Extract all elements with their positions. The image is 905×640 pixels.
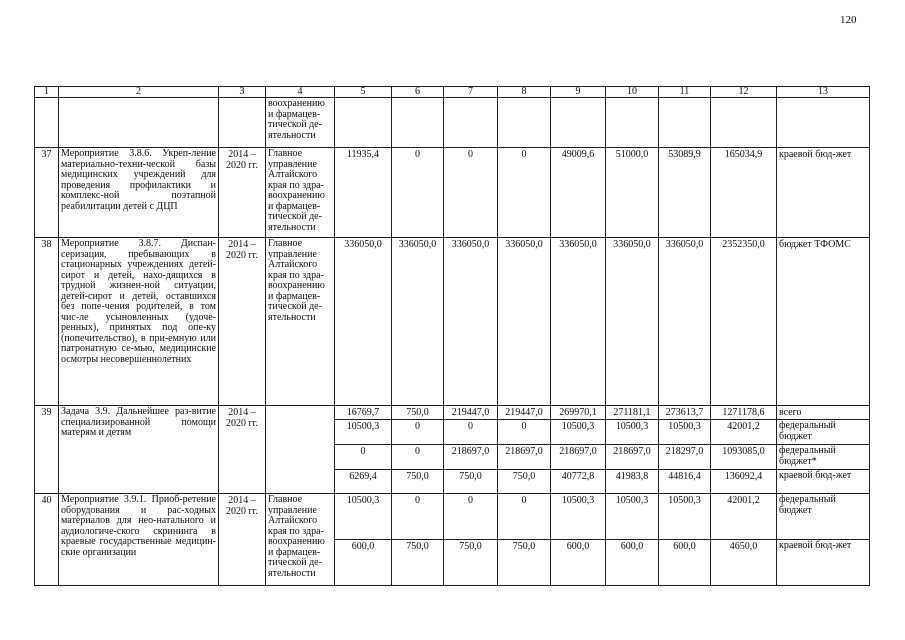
table-row-continuation [35, 98, 870, 148]
value-cell: 44816,4 [659, 470, 711, 494]
funding-source: краевой бюд-жет [777, 148, 870, 238]
measure-name: Задача 3.9. Дальнейшее раз-витие специализированной помощи матерям и детям [59, 406, 219, 494]
row-number: 40 [35, 494, 59, 586]
value-cell: 10500,3 [659, 494, 711, 540]
col-header: 2 [59, 87, 219, 98]
value-cell: 0 [498, 420, 551, 445]
value-cell: 0 [335, 445, 392, 470]
value-cell: 165034,9 [711, 148, 777, 238]
value-cell: 10500,3 [335, 420, 392, 445]
period-cell: 2014 – 2020 гг. [219, 406, 266, 494]
value-cell: 1093085,0 [711, 445, 777, 470]
value-cell: 750,0 [498, 470, 551, 494]
value-cell: 218697,0 [606, 445, 659, 470]
value-cell: 336050,0 [659, 238, 711, 406]
value-cell: 336050,0 [444, 238, 498, 406]
value-cell: 10500,3 [606, 494, 659, 540]
value-cell: 600,0 [606, 540, 659, 586]
value-cell: 336050,0 [606, 238, 659, 406]
executor-cell: воохранению и фармацев-тической де-ятельности [266, 98, 335, 148]
table-row-39 [35, 406, 870, 420]
value-cell: 136092,4 [711, 470, 777, 494]
period-cell: 2014 – 2020 гг. [219, 238, 266, 406]
col-header: 13 [777, 87, 870, 98]
value-cell: 42001,2 [711, 494, 777, 540]
row-number: 39 [35, 406, 59, 494]
value-cell: 10500,3 [551, 494, 606, 540]
value-cell: 51000,0 [606, 148, 659, 238]
period-cell: 2014 – 2020 гг. [219, 494, 266, 586]
value-cell: 42001,2 [711, 420, 777, 445]
period-cell: 2014 – 2020 гг. [219, 148, 266, 238]
page-number: 120 [840, 14, 857, 26]
value-cell: 1271178,6 [711, 406, 777, 420]
executor-cell: Главное управление Алтайского края по здра-воохранению и фармацев-тической де-ятельности [266, 494, 335, 586]
value-cell: 336050,0 [335, 238, 392, 406]
table-row-37 [35, 148, 870, 238]
value-cell: 271181,1 [606, 406, 659, 420]
value-cell: 750,0 [392, 540, 444, 586]
value-cell: 0 [444, 494, 498, 540]
col-header: 10 [606, 87, 659, 98]
value-cell: 0 [392, 148, 444, 238]
executor-cell: Главное управление Алтайского края по здра-воохранению и фармацев-тической де-ятельности [266, 238, 335, 406]
value-cell: 336050,0 [551, 238, 606, 406]
value-cell: 219447,0 [498, 406, 551, 420]
measure-name: Мероприятие 3.9.1. Приоб-ретение оборудования и рас-ходных материалов для нео-натального и аудиологиче-ского скрининга в краевые государственные медицин-ские организации [59, 494, 219, 586]
value-cell: 49009,6 [551, 148, 606, 238]
value-cell: 10500,3 [335, 494, 392, 540]
value-cell: 40772,8 [551, 470, 606, 494]
value-cell: 10500,3 [659, 420, 711, 445]
value-cell: 218697,0 [444, 445, 498, 470]
row-number: 37 [35, 148, 59, 238]
executor-cell [266, 406, 335, 494]
value-cell: 218697,0 [498, 445, 551, 470]
funding-source: краевой бюд-жет [777, 470, 870, 494]
value-cell: 750,0 [498, 540, 551, 586]
executor-cell: Главное управление Алтайского края по здра-воохранению и фармацев-тической де-ятельности [266, 148, 335, 238]
value-cell: 750,0 [444, 470, 498, 494]
value-cell: 11935,4 [335, 148, 392, 238]
value-cell: 0 [444, 420, 498, 445]
value-cell: 6269,4 [335, 470, 392, 494]
col-header: 5 [335, 87, 392, 98]
value-cell: 218297,0 [659, 445, 711, 470]
value-cell: 273613,7 [659, 406, 711, 420]
value-cell: 0 [392, 420, 444, 445]
value-cell: 16769,7 [335, 406, 392, 420]
value-cell: 269970,1 [551, 406, 606, 420]
col-header: 6 [392, 87, 444, 98]
col-header: 11 [659, 87, 711, 98]
row-number: 38 [35, 238, 59, 406]
funding-source: всего [777, 406, 870, 420]
col-header: 3 [219, 87, 266, 98]
col-header: 12 [711, 87, 777, 98]
col-header: 9 [551, 87, 606, 98]
value-cell: 0 [498, 148, 551, 238]
value-cell: 4650,0 [711, 540, 777, 586]
table-row-40 [35, 494, 870, 540]
value-cell: 218697,0 [551, 445, 606, 470]
funding-source: бюджет ТФОМС [777, 238, 870, 406]
value-cell: 0 [392, 494, 444, 540]
measure-name: Мероприятие 3.8.6. Укреп-ление материально-техни-ческой базы медицинских учреждений для проведения профилактики и комплекс-ной поэтапной реабилитации детей с ДЦП [59, 148, 219, 238]
measure-name: Мероприятие 3.8.7. Диспан-серизация, пребывающих в стационарных учреждениях детей-сирот и детей, нахо-дящихся в трудной жизнен-ной ситуации, детей-сирот и детей, оставшихся без попе-чения родителей, в том чис-ле усыновленных (удоче-ренных), принятых под опе-ку (попечительство), в при-емную или патронатную се-мью, медицинские осмотры несовершеннолетних [59, 238, 219, 406]
value-cell: 336050,0 [392, 238, 444, 406]
value-cell: 750,0 [392, 470, 444, 494]
funding-source: краевой бюд-жет [777, 540, 870, 586]
value-cell: 219447,0 [444, 406, 498, 420]
value-cell: 600,0 [659, 540, 711, 586]
value-cell: 336050,0 [498, 238, 551, 406]
col-header: 8 [498, 87, 551, 98]
value-cell: 0 [444, 148, 498, 238]
header-row [35, 87, 870, 98]
funding-source: федеральный бюджет [777, 420, 870, 445]
value-cell: 10500,3 [551, 420, 606, 445]
col-header: 4 [266, 87, 335, 98]
value-cell: 0 [392, 445, 444, 470]
value-cell: 41983,8 [606, 470, 659, 494]
value-cell: 2352350,0 [711, 238, 777, 406]
col-header: 1 [35, 87, 59, 98]
table-row-38 [35, 238, 870, 406]
value-cell: 10500,3 [606, 420, 659, 445]
value-cell: 750,0 [444, 540, 498, 586]
value-cell: 600,0 [335, 540, 392, 586]
value-cell: 600,0 [551, 540, 606, 586]
value-cell: 750,0 [392, 406, 444, 420]
funding-source: федеральный бюджет [777, 494, 870, 540]
funding-source: федеральный бюджет* [777, 445, 870, 470]
budget-table [34, 86, 870, 586]
value-cell: 53089,9 [659, 148, 711, 238]
value-cell: 0 [498, 494, 551, 540]
col-header: 7 [444, 87, 498, 98]
